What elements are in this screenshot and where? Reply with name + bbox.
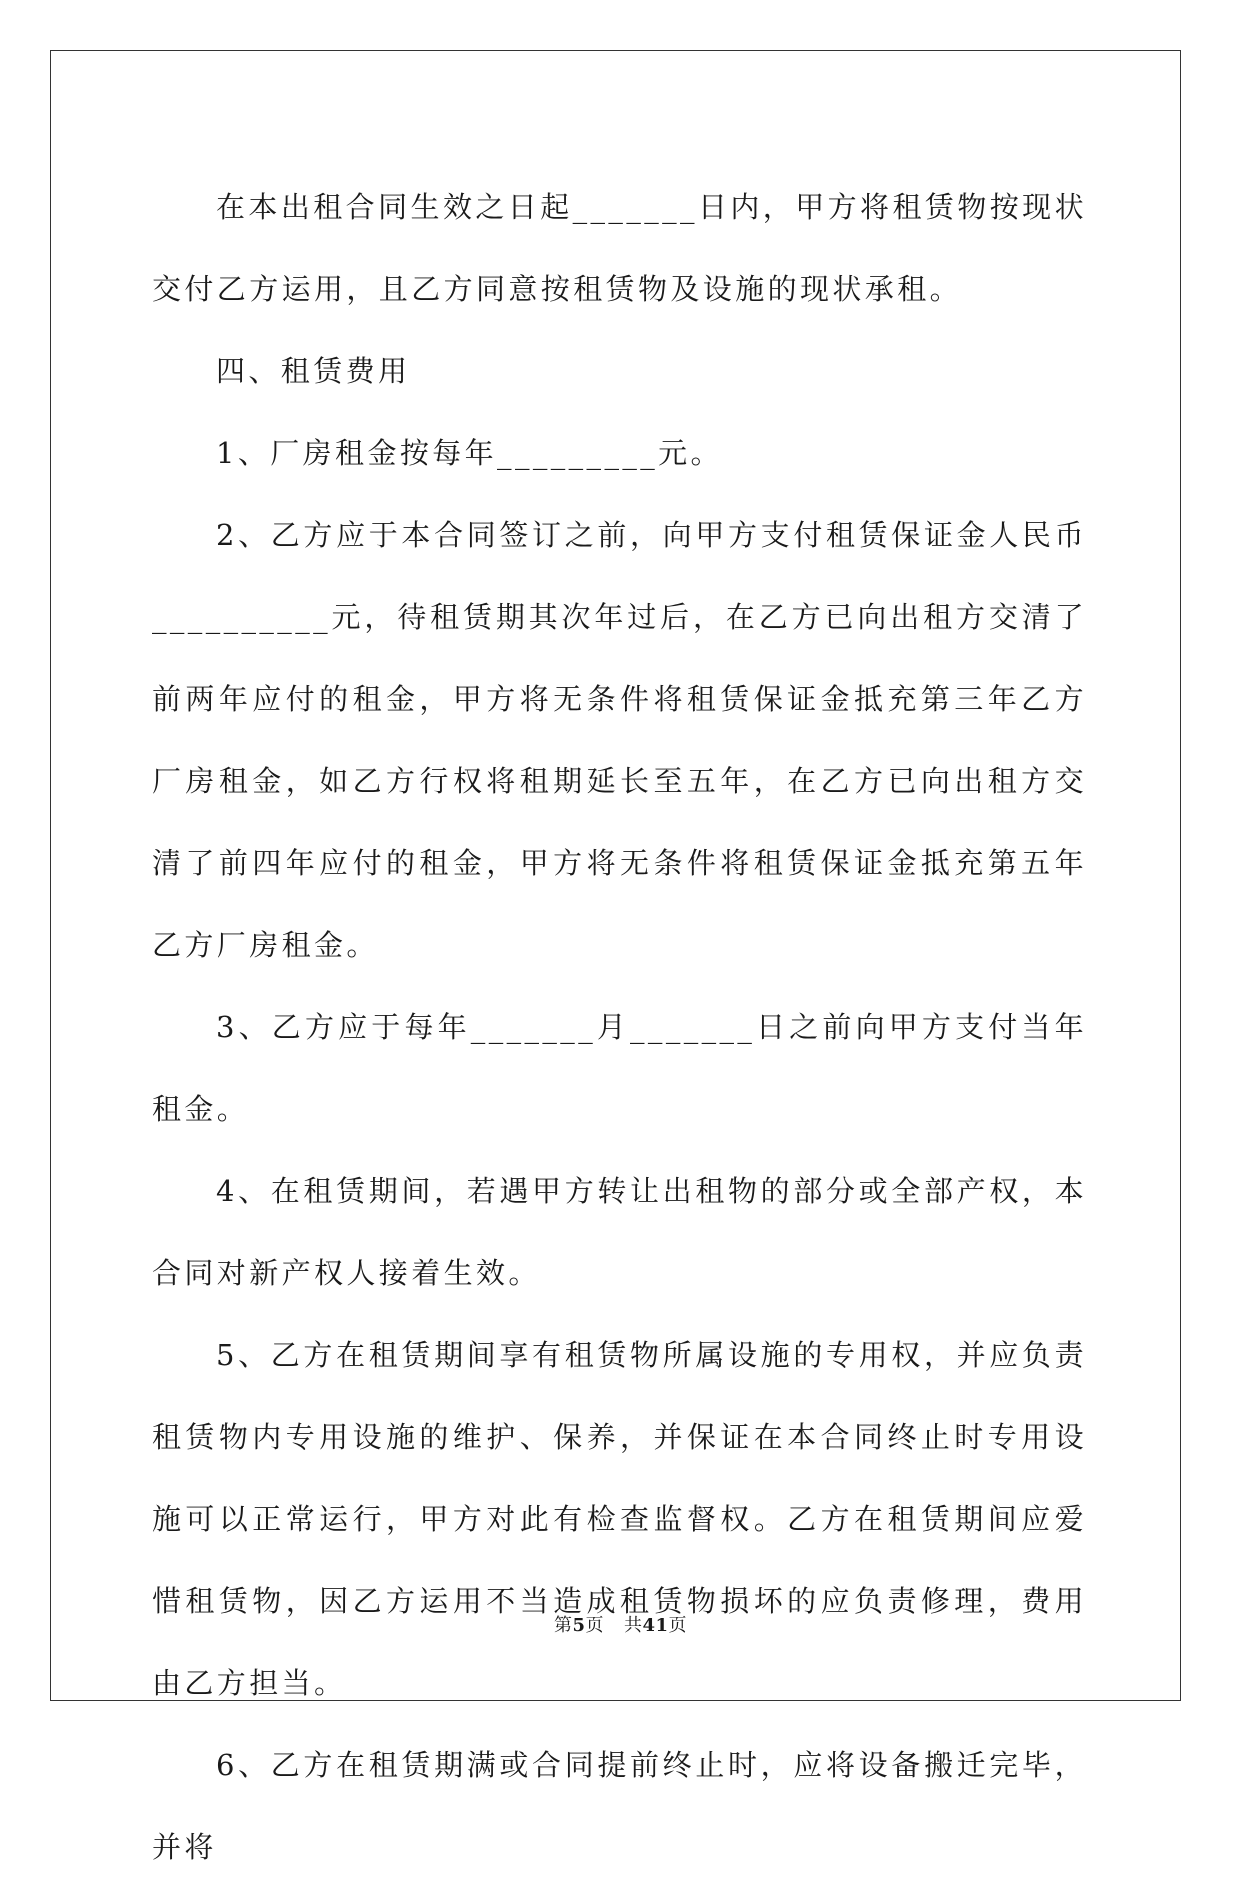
clause-2-deposit: 2、乙方应于本合同签订之前，向甲方支付租赁保证金人民币__________元，待租赁期其次年过后，在乙方已向出租方交清了前两年应付的租金，甲方将无条件将租赁保证金抵充第三年乙方厂房租金，如乙方行权将租期延长至五年，在乙方已向出租方交清了前四年应付的租金，甲方将无条件将租赁保证金抵充第五年乙方厂房租金。 bbox=[152, 518, 1087, 962]
clause-5-facility-use: 5、乙方在租赁期间享有租赁物所属设施的专用权，并应负责租赁物内专用设施的维护、保养，并保证在本合同终止时专用设施可以正常运行，甲方对此有检查监督权。乙方在租赁期间应爱惜租赁物，因乙方运用不当造成租赁物损坏的应负责修理，费用由乙方担当。 bbox=[152, 1338, 1087, 1700]
footer-page-prefix: 第 bbox=[553, 1615, 573, 1636]
footer-total-pages: 41 bbox=[642, 1615, 669, 1636]
footer-page-suffix: 页 bbox=[585, 1615, 604, 1636]
clause-6-termination: 6、乙方在租赁期满或合同提前终止时，应将设备搬迁完毕，并将 bbox=[152, 1748, 1087, 1864]
footer-total-prefix: 共 bbox=[623, 1615, 643, 1636]
page-footer bbox=[0, 1611, 1241, 1637]
footer-total-suffix: 页 bbox=[668, 1615, 688, 1636]
clause-4-property-transfer: 4、在租赁期间，若遇甲方转让出租物的部分或全部产权，本合同对新产权人接着生效。 bbox=[152, 1174, 1087, 1290]
section-heading-rent-fees: 四、租赁费用 bbox=[216, 354, 411, 388]
paragraph-delivery: 在本出租合同生效之日起_______日内，甲方将租赁物按现状交付乙方运用，且乙方同意按租赁物及设施的现状承租。 bbox=[152, 190, 1087, 306]
clause-3-payment-date: 3、乙方应于每年_______月_______日之前向甲方支付当年租金。 bbox=[152, 1010, 1087, 1126]
clause-1-annual-rent: 1、厂房租金按每年_________元。 bbox=[216, 436, 723, 470]
footer-page-number: 5 bbox=[572, 1615, 586, 1636]
